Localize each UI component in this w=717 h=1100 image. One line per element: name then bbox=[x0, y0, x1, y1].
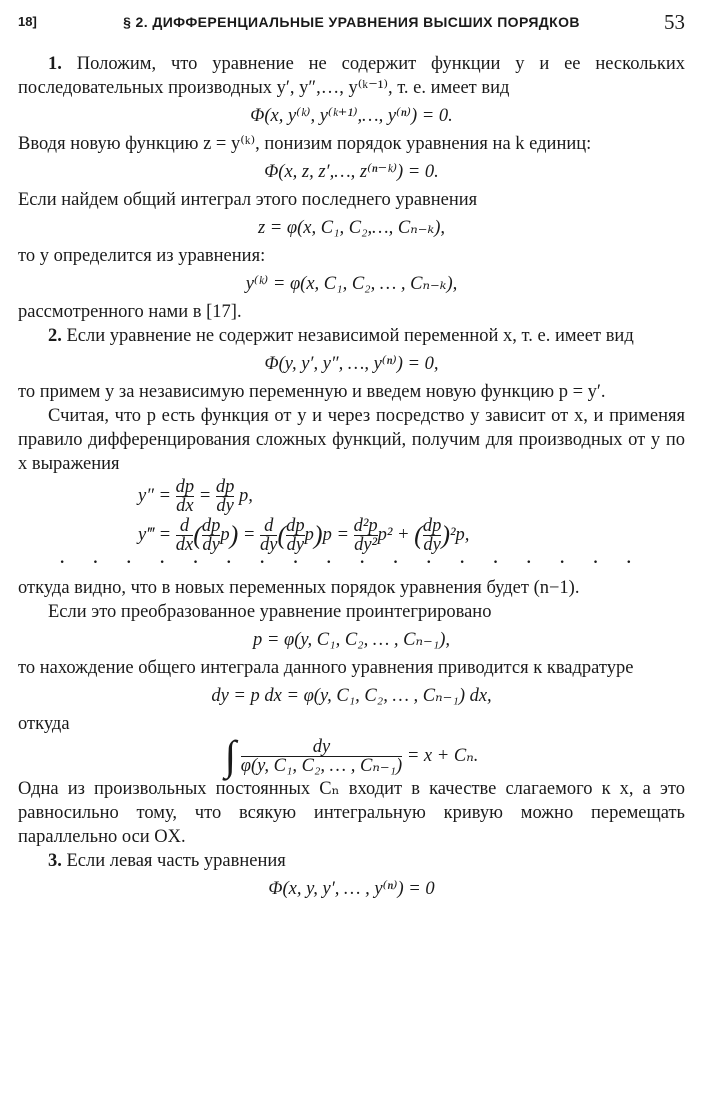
integral-rhs: = x + Cₙ. bbox=[406, 745, 479, 766]
frac-num: dp bbox=[175, 477, 195, 497]
item1-paragraph-2: Вводя новую функцию z = y⁽ᵏ⁾, понизим порядок уравнения на k единиц: bbox=[18, 134, 592, 154]
item2-number: 2. bbox=[48, 326, 62, 346]
item2-paragraph-1 bbox=[18, 324, 685, 348]
frac-num: dp bbox=[422, 516, 442, 536]
frac-den: dx bbox=[175, 535, 194, 555]
ellipsis-dots: · · · · · · · · · · · · · · · · · · bbox=[59, 554, 644, 571]
item3-equation-1: Φ(x, y, y′, … , y⁽ⁿ⁾) = 0 bbox=[268, 879, 435, 899]
item1-paragraph-5: рассмотренного нами в [17]. bbox=[18, 302, 242, 322]
frac-num: d bbox=[264, 516, 274, 536]
fraction-dp-dy bbox=[286, 517, 305, 554]
running-header bbox=[18, 10, 685, 34]
running-title: § 2. ДИФФЕРЕНЦИАЛЬНЫЕ УРАВНЕНИЯ ВЫСШИХ ПОРЯДКОВ bbox=[123, 14, 580, 30]
frac-num: dp bbox=[286, 516, 305, 536]
item3-number: 3. bbox=[48, 851, 62, 871]
item3-paragraph-1 bbox=[18, 849, 685, 873]
section-number: 18] bbox=[18, 14, 37, 29]
page-body bbox=[18, 52, 685, 905]
frac-den: dy bbox=[260, 535, 278, 555]
fraction-dp-dy bbox=[202, 517, 221, 554]
item2-paragraph-6: то нахождение общего интеграла данного уравнения приводится к квадратуре bbox=[18, 658, 634, 678]
item1-equation-1: Φ(x, y⁽ᵏ⁾, y⁽ᵏ⁺¹⁾,…, y⁽ⁿ⁾) = 0. bbox=[250, 106, 453, 126]
page-number: 53 bbox=[664, 10, 685, 34]
frac-den: dy bbox=[423, 535, 441, 555]
fraction-d-dy bbox=[260, 517, 277, 554]
eq2-lhs: y″ = bbox=[138, 485, 172, 506]
item2-equation-5: dy = p dx = φ(y, C₁, C₂, … , Cₙ₋₁) dx, bbox=[211, 686, 492, 706]
integral-sign: ∫ bbox=[224, 733, 237, 780]
fraction-d2p-dy2 bbox=[354, 517, 378, 554]
frac-den: dy bbox=[202, 535, 220, 555]
paren-close: ) bbox=[313, 520, 323, 550]
item2-paragraph-8: Одна из произвольных постоянных Cₙ входит в качестве слагаемого к x, а это равносильно тому, что всякую интегральную кривую можно перемещать параллельно оси OX. bbox=[18, 779, 685, 847]
frac-den: dy bbox=[286, 535, 305, 555]
fraction-d-dx bbox=[176, 517, 193, 554]
item2-equation-4: p = φ(y, C₁, C₂, … , Cₙ₋₁), bbox=[252, 630, 450, 650]
item1-number: 1. bbox=[48, 54, 62, 74]
item2-paragraph-4: откуда видно, что в новых переменных порядок уравнения будет (n−1). bbox=[18, 578, 580, 598]
integral-denominator: φ(y, C₁, C₂, … , Cₙ₋₁) bbox=[240, 756, 403, 776]
item1-equation-4: y⁽ᵏ⁾ = φ(x, C₁, C₂, … , Cₙ₋ₖ), bbox=[245, 274, 458, 294]
item1-equation-3: z = φ(x, C₁, C₂,…, Cₙ₋ₖ), bbox=[257, 218, 446, 238]
item1-paragraph-3: Если найдем общий интеграл этого последнего уравнения bbox=[18, 190, 478, 210]
eq3-lhs: y‴ = bbox=[138, 524, 172, 545]
frac-den: dx bbox=[176, 496, 194, 516]
item2-paragraph-2: то примем y за независимую переменную и введем новую функцию p = y′. bbox=[18, 382, 606, 402]
item3-text-1: Если левая часть уравнения bbox=[66, 851, 286, 871]
paren-open: ( bbox=[277, 520, 287, 550]
item1-equation-2: Φ(x, z, z′,…, z⁽ⁿ⁻ᵏ⁾) = 0. bbox=[264, 162, 439, 182]
item2-paragraph-5: Если это преобразованное уравнение проинтегрировано bbox=[48, 602, 492, 622]
paren-open: ( bbox=[414, 520, 423, 550]
fraction-dp-dy bbox=[423, 517, 442, 554]
item2-equation-3: y‴ = $\frac{d}{dx}$ ( $\frac{dp}{dy}$ p) = $\frac{d}{dy}$ ( $\frac{dp}{dy}$ p)p = $\frac{\text{d²p}}{\text{dy²}}$ p² + ( $\frac{dp}{dy}$ )²p, bbox=[138, 516, 470, 555]
item2-equation-2: y″ = $\frac{dp}{dx}$ = $\frac{dp}{dy}$ p, bbox=[138, 477, 253, 516]
integral-fraction bbox=[241, 738, 402, 775]
frac-num: dp bbox=[201, 516, 221, 536]
item1-paragraph-1 bbox=[18, 52, 685, 100]
item2-paragraph-3: Считая, что p есть функция от y и через посредство y зависит от x, и применяя правило дифференцирования сложных функций, получим для производных от y по x выражения bbox=[18, 406, 685, 474]
paren-close: ) bbox=[229, 520, 239, 550]
paren-open: ( bbox=[193, 520, 202, 550]
fraction-dp-dx bbox=[176, 478, 195, 515]
paren-close: ) bbox=[441, 520, 450, 550]
item1-text-1: Положим, что уравнение не содержит функции y и ее нескольких последовательных производных y′, y″,…, y⁽ᵏ⁻¹⁾, т. е. имеет вид bbox=[18, 54, 686, 98]
integral-equation bbox=[18, 733, 685, 780]
item2-text-1: Если уравнение не содержит независимой переменной x, т. е. имеет вид bbox=[66, 326, 634, 346]
frac-num: d bbox=[179, 516, 190, 536]
frac-den: dy bbox=[216, 496, 234, 516]
frac-den: dy² bbox=[354, 535, 378, 555]
frac-num: d²p bbox=[353, 516, 378, 536]
item1-paragraph-4: то y определится из уравнения: bbox=[18, 246, 266, 266]
frac-num: dp bbox=[215, 477, 235, 497]
item2-equation-1: Φ(y, y′, y″, …, y⁽ⁿ⁾) = 0, bbox=[264, 354, 439, 374]
fraction-dp-dy bbox=[216, 478, 235, 515]
eq2-rest: p, bbox=[239, 485, 253, 506]
item2-paragraph-7: откуда bbox=[18, 714, 70, 734]
integral-numerator: dy bbox=[312, 737, 331, 757]
